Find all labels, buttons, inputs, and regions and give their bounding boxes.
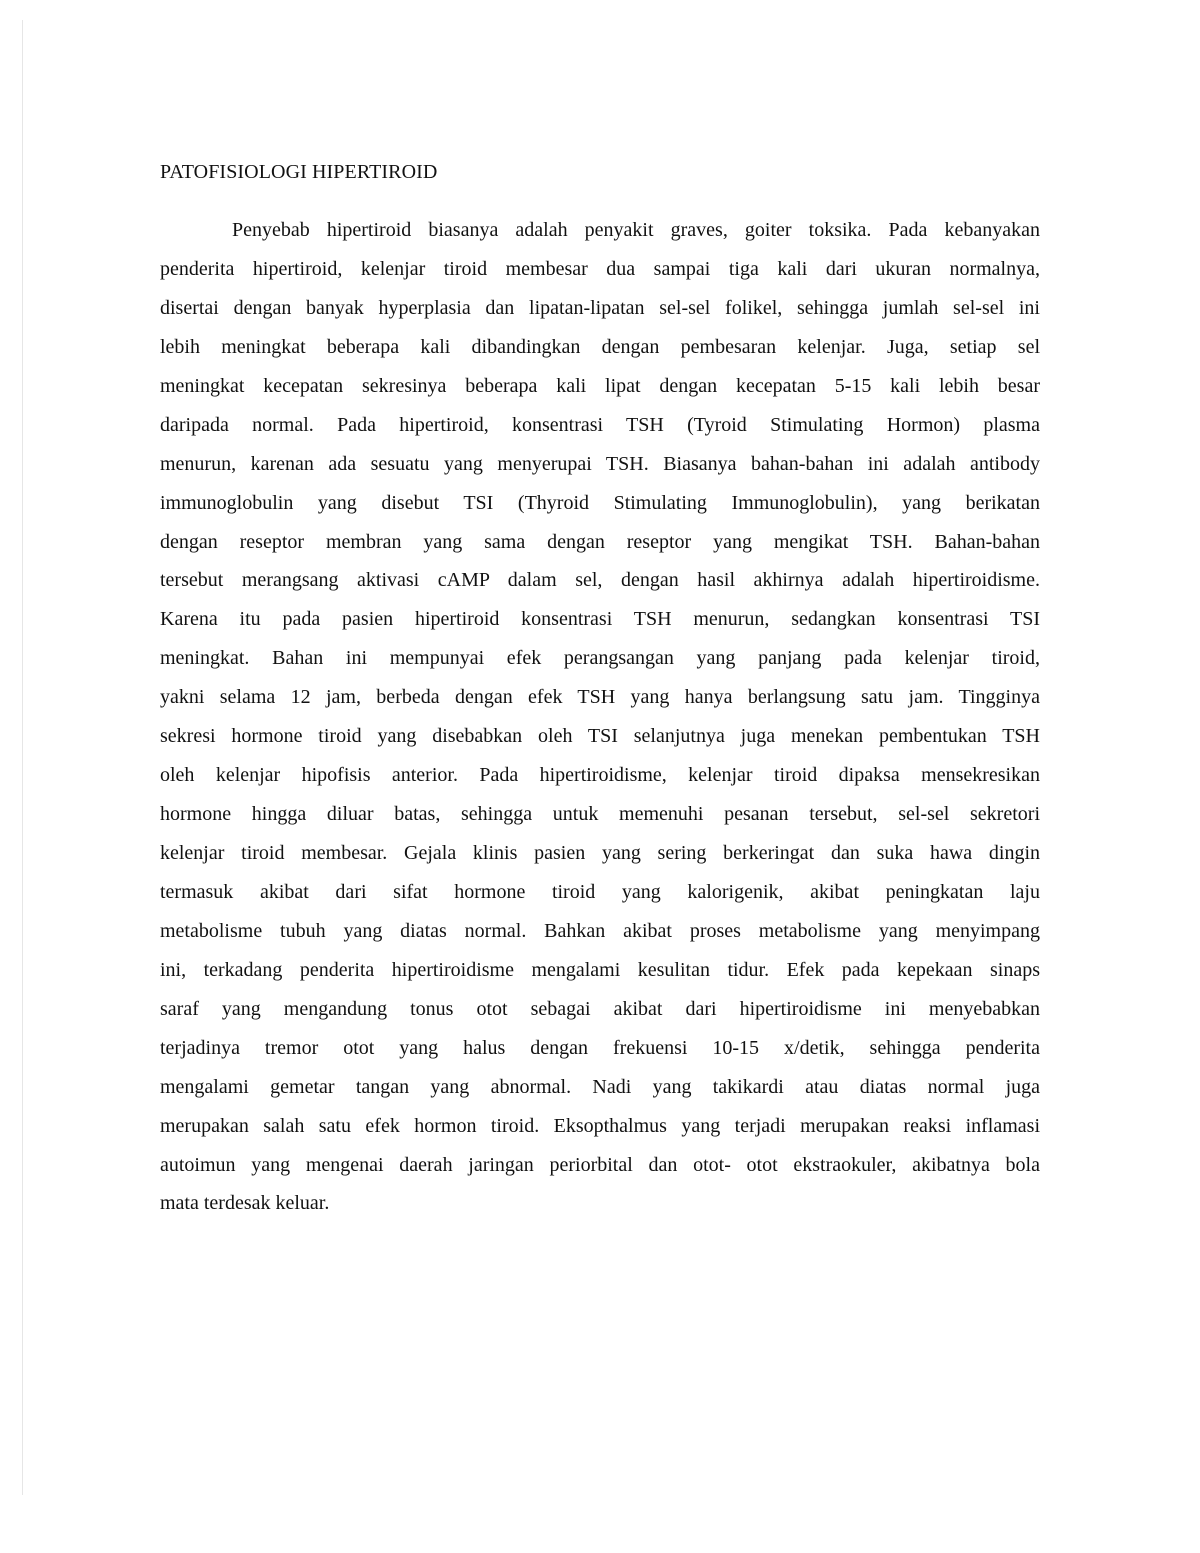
- body-line: yakni selama 12 jam, berbeda dengan efek TSH yang hanya berlangsung satu jam. Tingginya: [160, 686, 1040, 709]
- body-line: dengan reseptor membran yang sama dengan reseptor yang mengikat TSH. Bahan-bahan: [160, 530, 1040, 553]
- body-line: daripada normal. Pada hipertiroid, konsentrasi TSH (Tyroid Stimulating Hormon) plasma: [160, 413, 1040, 436]
- body-line: ini, terkadang penderita hipertiroidisme mengalami kesulitan tidur. Efek pada kepekaan sinaps: [160, 958, 1040, 981]
- body-line: meningkat kecepatan sekresinya beberapa kali lipat dengan kecepatan 5-15 kali lebih besar: [160, 374, 1040, 397]
- body-line: mengalami gemetar tangan yang abnormal. Nadi yang takikardi atau diatas normal juga: [160, 1075, 1040, 1098]
- body-line: mata terdesak keluar.: [160, 1192, 330, 1215]
- body-line: termasuk akibat dari sifat hormone tiroid yang kalorigenik, akibat peningkatan laju: [160, 880, 1040, 903]
- body-line: autoimun yang mengenai daerah jaringan periorbital dan otot- otot ekstraokuler, akibatnya bola: [160, 1153, 1040, 1176]
- body-line: kelenjar tiroid membesar. Gejala klinis pasien yang sering berkeringat dan suka hawa dingin: [160, 842, 1040, 864]
- body-line: Penyebab hipertiroid biasanya adalah penyakit graves, goiter toksika. Pada kebanyakan: [232, 219, 1040, 241]
- body-line: oleh kelenjar hipofisis anterior. Pada hipertiroidisme, kelenjar tiroid dipaksa mensekresikan: [160, 764, 1040, 787]
- page-edge: [22, 20, 23, 1495]
- body-line: penderita hipertiroid, kelenjar tiroid membesar dua sampai tiga kali dari ukuran normalnya,: [160, 257, 1040, 280]
- body-line: menurun, karenan ada sesuatu yang menyerupai TSH. Biasanya bahan-bahan ini adalah antibody: [160, 452, 1040, 475]
- document-title: PATOFISIOLOGI HIPERTIROID: [160, 161, 438, 183]
- body-line: sekresi hormone tiroid yang disebabkan oleh TSI selanjutnya juga menekan pembentukan TSH: [160, 725, 1040, 748]
- body-line: immunoglobulin yang disebut TSI (Thyroid Stimulating Immunoglobulin), yang berikatan: [160, 491, 1040, 514]
- document-body: [160, 211, 1040, 1223]
- body-line: hormone hingga diluar batas, sehingga untuk memenuhi pesanan tersebut, sel-sel sekretori: [160, 803, 1040, 826]
- body-line: metabolisme tubuh yang diatas normal. Bahkan akibat proses metabolisme yang menyimpang: [160, 919, 1040, 942]
- body-line: saraf yang mengandung tonus otot sebagai akibat dari hipertiroidisme ini menyebabkan: [160, 997, 1040, 1020]
- body-line: Karena itu pada pasien hipertiroid konsentrasi TSH menurun, sedangkan konsentrasi TSI: [160, 608, 1040, 631]
- body-line: lebih meningkat beberapa kali dibandingkan dengan pembesaran kelenjar. Juga, setiap sel: [160, 335, 1040, 358]
- body-line: disertai dengan banyak hyperplasia dan lipatan-lipatan sel-sel folikel, sehingga jumlah sel-sel ini: [160, 296, 1040, 319]
- body-line: terjadinya tremor otot yang halus dengan frekuensi 10-15 x/detik, sehingga penderita: [160, 1036, 1040, 1059]
- body-line: meningkat. Bahan ini mempunyai efek perangsangan yang panjang pada kelenjar tiroid,: [160, 647, 1040, 670]
- body-line: tersebut merangsang aktivasi cAMP dalam sel, dengan hasil akhirnya adalah hipertiroidisme.: [160, 569, 1040, 592]
- body-line: merupakan salah satu efek hormon tiroid. Eksopthalmus yang terjadi merupakan reaksi inflamasi: [160, 1114, 1040, 1137]
